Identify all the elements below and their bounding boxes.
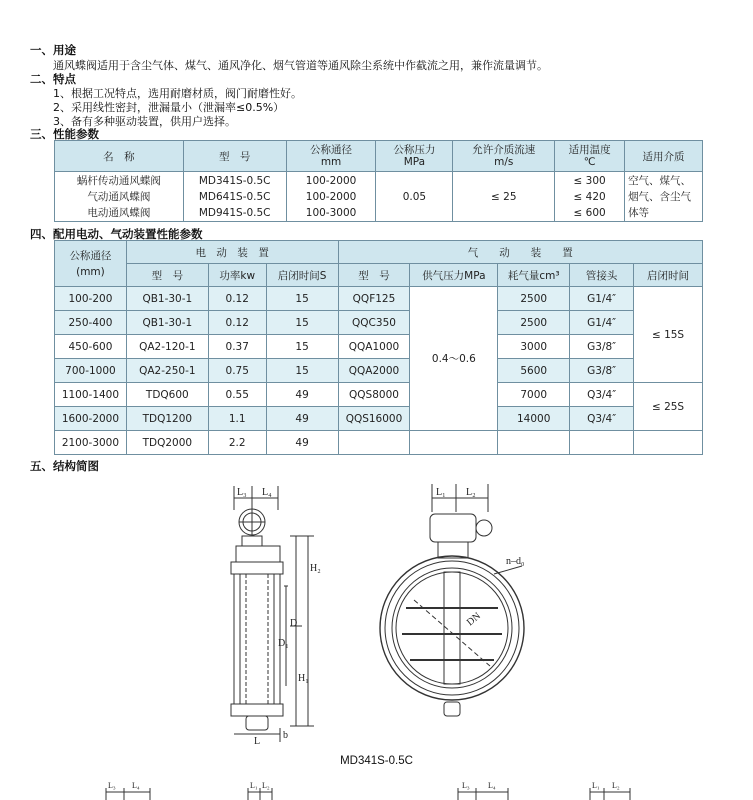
label-l4-b: L₄ — [132, 781, 140, 790]
row-dn: 1600-2000 — [55, 407, 127, 431]
row-power: 2.2 — [208, 431, 266, 455]
supply-pressure-cell: 0.4～0.6 — [410, 287, 498, 431]
label-dn: DN — [464, 610, 484, 629]
row-dn: 100-200 — [55, 287, 127, 311]
feature-item-3: 3、备有多种驱动装置，供用户选择。 — [53, 115, 236, 128]
row-power: 0.75 — [208, 359, 266, 383]
drawing-caption: MD341S-0.5C — [340, 755, 413, 767]
open-close-time-1: ≤ 15S — [634, 287, 703, 383]
row-elec-time: 49 — [266, 431, 338, 455]
allowed-velocity: ≤ 25 — [453, 172, 555, 222]
valve-name-2: 气动通风蝶阀 — [87, 190, 151, 203]
row-air: 2500 — [498, 287, 570, 311]
row-dn: 700-1000 — [55, 359, 127, 383]
front-view-drawing — [374, 476, 554, 748]
row-elec-model: TDQ600 — [126, 383, 208, 407]
row-elec-time: 15 — [266, 287, 338, 311]
row-pipe: G3/8″ — [570, 359, 634, 383]
label-l4: L₄ — [262, 487, 272, 498]
sub-pipe-joint: 管接头 — [570, 264, 634, 287]
row-power: 1.1 — [208, 407, 266, 431]
label-l2: L₂ — [466, 487, 476, 498]
row-pneu-model: QQF125 — [338, 287, 410, 311]
valve-dn-1: 100-2000 — [305, 174, 357, 187]
table-row — [55, 431, 703, 455]
table-row — [55, 359, 703, 383]
label-l2-c: L₂ — [612, 781, 620, 790]
row-power: 0.12 — [208, 287, 266, 311]
valve-name-3: 电动通风蝶阀 — [87, 206, 151, 219]
label-b: b — [283, 730, 288, 741]
row-elec-model: QB1-30-1 — [126, 287, 208, 311]
label-l3-b: L₃ — [108, 781, 116, 790]
valve-dn-2: 100-2000 — [305, 190, 357, 203]
table-row — [55, 311, 703, 335]
row-air: 5600 — [498, 359, 570, 383]
header-name: 名 称 — [55, 141, 184, 172]
row-dn: 250-400 — [55, 311, 127, 335]
section1-title: 一、用途 — [30, 43, 76, 57]
row-air: 7000 — [498, 383, 570, 407]
feature-item-1: 1、根据工况特点，选用耐磨材质，阀门耐磨性好。 — [53, 87, 302, 100]
label-l4-c: L₄ — [488, 781, 496, 790]
temperature-3: ≤ 600 — [573, 206, 606, 219]
section5-title: 五、结构简图 — [30, 459, 99, 473]
row-elec-model: TDQ1200 — [126, 407, 208, 431]
row-elec-time: 15 — [266, 359, 338, 383]
row-pipe: Q3/4″ — [570, 383, 634, 407]
row-dn: 2100-3000 — [55, 431, 127, 455]
row-air: 2500 — [498, 311, 570, 335]
header-pressure: 公称压力 MPa — [376, 141, 453, 172]
label-d1: D₁ — [278, 638, 289, 649]
valve-dn-3: 100-3000 — [305, 206, 357, 219]
label-d: D — [290, 618, 298, 629]
row-elec-model: QA2-250-1 — [126, 359, 208, 383]
header-electric: 电 动 装 置 — [126, 241, 338, 264]
table-row — [55, 383, 703, 407]
label-l1: L₁ — [436, 487, 446, 498]
row-pneu-model: QQA2000 — [338, 359, 410, 383]
side-view-drawing — [206, 476, 324, 748]
row-pneu-model: QQC350 — [338, 311, 410, 335]
label-l1-c: L₁ — [592, 781, 600, 790]
row-elec-model: QA2-120-1 — [126, 335, 208, 359]
usage-text: 通风蝶阀适用于含尘气体、煤气、通风净化、烟气管道等通风除尘系统中作截流之用，兼作流量调节。 — [53, 59, 548, 72]
applicable-medium: 空气、煤气、烟气、含尘气体等 — [625, 172, 703, 222]
header-pneumatic: 气 动 装 置 — [338, 241, 702, 264]
table-row — [55, 335, 703, 359]
header-dn: 公称通径 mm — [286, 141, 376, 172]
row-pneu-model: QQS8000 — [338, 383, 410, 407]
sub-pneu-model: 型 号 — [338, 264, 410, 287]
row-pipe: G1/4″ — [570, 311, 634, 335]
valve-model-2: MD641S-0.5C — [198, 190, 271, 203]
valve-model-3: MD941S-0.5C — [198, 206, 271, 219]
label-h1: H₁ — [298, 673, 309, 684]
row-elec-time: 49 — [266, 383, 338, 407]
performance-table — [54, 140, 703, 222]
table-row — [55, 407, 703, 431]
row-empty-time — [634, 431, 703, 455]
sub-elec-time: 启闭时间S — [266, 264, 338, 287]
sub-power: 功率kw — [208, 264, 266, 287]
row-pneu-model — [338, 431, 410, 455]
row-dn: 1100-1400 — [55, 383, 127, 407]
label-l2-b: L₂ — [262, 781, 270, 790]
label-l3: L₃ — [237, 487, 247, 498]
row-elec-model: QB1-30-1 — [126, 311, 208, 335]
section2-title: 二、特点 — [30, 72, 76, 86]
sub-supply-pressure: 供气压力MPa — [410, 264, 498, 287]
row-pneu-model: QQA1000 — [338, 335, 410, 359]
label-nd0: n–d₀ — [506, 556, 525, 567]
sub-pneu-time: 启闭时间 — [634, 264, 703, 287]
label-h2: H₂ — [310, 563, 321, 574]
valve-model-1: MD341S-0.5C — [198, 174, 271, 187]
nominal-pressure: 0.05 — [376, 172, 453, 222]
row-power: 0.37 — [208, 335, 266, 359]
table-row — [55, 287, 703, 311]
row-power: 0.12 — [208, 311, 266, 335]
label-l3-c: L₃ — [462, 781, 470, 790]
label-l1-b: L₁ — [250, 781, 258, 790]
next-drawings-partial — [100, 778, 660, 800]
row-dn: 450-600 — [55, 335, 127, 359]
sub-air-consumption: 耗气量cm³ — [498, 264, 570, 287]
header-dn-mm: 公称通径 (mm) — [55, 241, 127, 287]
feature-item-2: 2、采用线性密封，泄漏量小（泄漏率≤0.5%） — [53, 101, 285, 114]
row-pipe: G1/4″ — [570, 287, 634, 311]
valve-name-1: 蜗杆传动通风蝶阀 — [76, 174, 161, 187]
row-power: 0.55 — [208, 383, 266, 407]
row-elec-time: 15 — [266, 311, 338, 335]
row-air — [498, 431, 570, 455]
row-pipe: Q3/4″ — [570, 407, 634, 431]
temperature-1: ≤ 300 — [573, 174, 606, 187]
section3-title: 三、性能参数 — [30, 127, 99, 141]
performance-header-row — [55, 141, 703, 172]
performance-data-row — [55, 172, 703, 222]
row-pipe — [570, 431, 634, 455]
row-elec-time: 15 — [266, 335, 338, 359]
header-temperature: 适用温度 ℃ — [555, 141, 625, 172]
temperature-2: ≤ 420 — [573, 190, 606, 203]
row-elec-model: TDQ2000 — [126, 431, 208, 455]
row-elec-time: 49 — [266, 407, 338, 431]
row-pneu-model: QQS16000 — [338, 407, 410, 431]
row-empty-supply — [410, 431, 498, 455]
sub-elec-model: 型 号 — [126, 264, 208, 287]
row-pipe: G3/8″ — [570, 335, 634, 359]
label-l: L — [254, 736, 261, 747]
header-model: 型 号 — [183, 141, 286, 172]
row-air: 14000 — [498, 407, 570, 431]
row-air: 3000 — [498, 335, 570, 359]
open-close-time-2: ≤ 25S — [634, 383, 703, 431]
header-medium: 适用介质 — [625, 141, 703, 172]
section4-title: 四、配用电动、气动装置性能参数 — [30, 227, 203, 241]
actuator-table — [54, 240, 703, 455]
header-velocity: 允许介质流速 m/s — [453, 141, 555, 172]
